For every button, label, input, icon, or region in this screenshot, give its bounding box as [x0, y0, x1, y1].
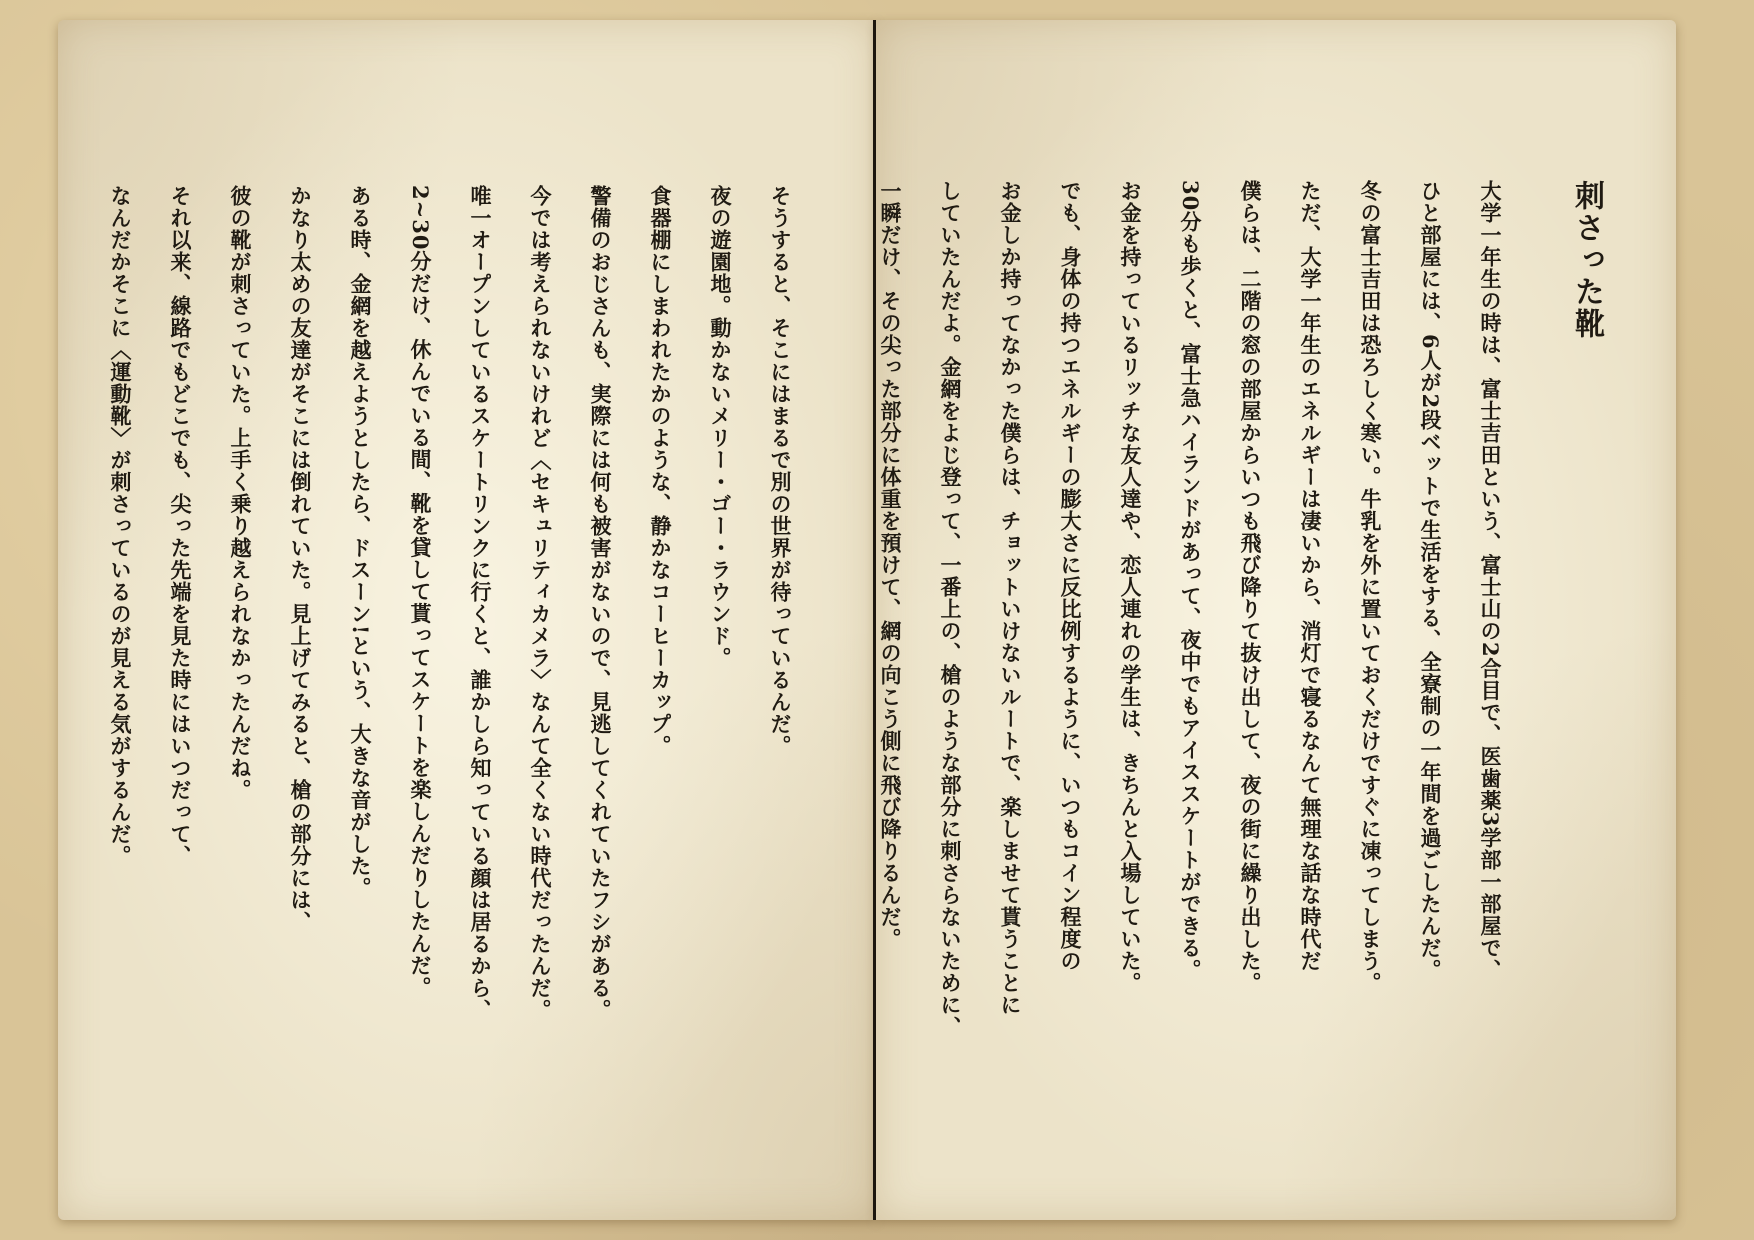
text-line: でも、身体の持つエネルギーの膨大さに反比例するように、いつもコイン程度の [1058, 180, 1083, 972]
text-line: ある時、金網を越えようとしたら、ドスーン!という、大きな音がした。 [348, 185, 373, 900]
text-line: 大学一年生の時は、富士吉田という、富士山の2合目で、医歯薬3学部一部屋で、 [1478, 180, 1503, 982]
text-line: それ以来、線路でもどこでも、尖った先端を見た時にはいつだって、 [168, 185, 193, 867]
text-line: かなり太めの友達がそこには倒れていた。見上げてみると、槍の部分には、 [288, 185, 313, 933]
story-title: 刺さった靴 [1569, 180, 1604, 340]
book-spine [873, 20, 876, 1220]
open-book [58, 20, 1676, 1220]
right-page-text [876, 20, 1676, 1220]
text-line: 冬の富士吉田は恐ろしく寒い。牛乳を外に置いておくだけですぐに凍ってしまう。 [1358, 180, 1383, 994]
right-page [876, 20, 1676, 1220]
text-line: 2~30分だけ、休んでいる間、靴を貸して貰ってスケートを楽しんだりしたんだ。 [408, 185, 433, 999]
text-line: なんだかそこに〈運動靴〉が刺さっているのが見える気がするんだ。 [108, 185, 133, 867]
text-line: 唯一オープンしているスケートリンクに行くと、誰かしら知っている顔は居るから、 [468, 185, 493, 1021]
text-line: 食器棚にしまわれたかのような、静かなコーヒーカップ。 [648, 185, 673, 757]
text-line: お金を持っているリッチな友人達や、恋人連れの学生は、きちんと入場していた。 [1118, 180, 1143, 994]
text-line: そうすると、そこにはまるで別の世界が待っているんだ。 [768, 185, 793, 757]
text-line: 僕らは、二階の窓の部屋からいつも飛び降りて抜け出して、夜の街に繰り出した。 [1238, 180, 1263, 994]
text-line: 夜の遊園地。動かないメリー・ゴー・ラウンド。 [708, 185, 733, 669]
text-line: ひと部屋には、6人が2段ベットで生活をする、全寮制の一年間を過ごしたんだ。 [1418, 180, 1443, 982]
text-line: 警備のおじさんも、実際には何も被害がないので、見逃してくれていたフシがある。 [588, 185, 613, 1021]
text-line: お金しか持ってなかった僕らは、チョットいけないルートで、楽しませて貰うことに [998, 180, 1023, 1016]
text-line: 今では考えられないけれど〈セキュリティカメラ〉なんて全くない時代だったんだ。 [528, 185, 553, 1021]
left-page [58, 20, 876, 1220]
text-line: 30分も歩くと、富士急ハイランドがあって、夜中でもアイススケートができる。 [1178, 180, 1203, 982]
left-page-text [58, 20, 876, 1220]
text-line: 一瞬だけ、その尖った部分に体重を預けて、網の向こう側に飛び降りるんだ。 [878, 180, 903, 950]
text-line: していたんだよ。金網をよじ登って、一番上の、槍のような部分に刺さらないために、 [938, 180, 963, 1038]
text-line: 彼の靴が刺さっていた。上手く乗り越えられなかったんだね。 [228, 185, 253, 801]
text-line: ただ、大学一年生のエネルギーは凄いから、消灯で寝るなんて無理な話な時代だ [1298, 180, 1323, 972]
